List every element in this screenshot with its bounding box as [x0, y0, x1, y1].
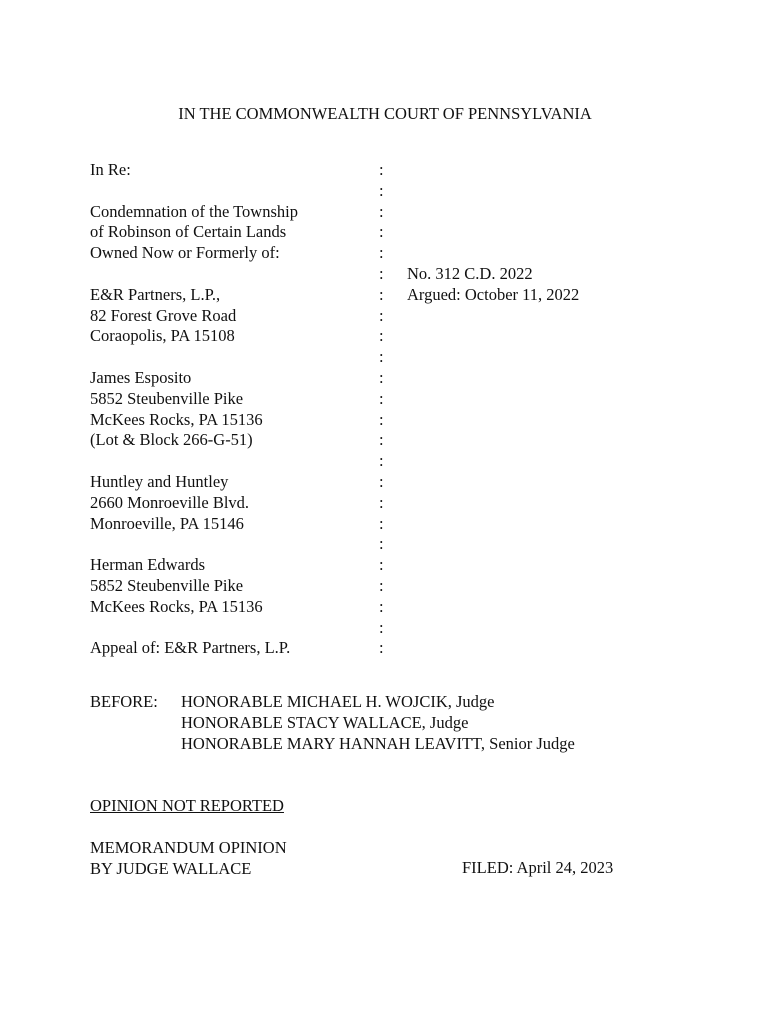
caption-line: Coraopolis, PA 15108 — [90, 326, 235, 346]
colon-mark: : — [379, 160, 384, 179]
colon-mark: : — [379, 409, 384, 429]
colon-mark: : — [379, 243, 384, 263]
colon-mark: : — [379, 201, 384, 221]
before-label: BEFORE: — [90, 692, 158, 711]
case-caption-parties — [90, 160, 370, 659]
caption-colon-divider — [379, 160, 391, 659]
caption-line: Appeal of: E&R Partners, L.P. — [90, 638, 291, 658]
caption-line: E&R Partners, L.P., — [90, 284, 221, 304]
colon-mark: : — [379, 513, 384, 533]
colon-mark: : — [379, 492, 384, 512]
caption-line — [90, 618, 370, 639]
court-title: IN THE COMMONWEALTH COURT OF PENNSYLVANIA — [178, 104, 592, 123]
caption-line — [90, 451, 370, 472]
colon-mark: : — [379, 575, 384, 595]
caption-line — [90, 264, 370, 285]
colon-mark: : — [379, 451, 384, 471]
caption-line — [90, 347, 370, 368]
colon-mark: : — [379, 555, 384, 575]
caption-line: McKees Rocks, PA 15136 — [90, 596, 263, 616]
judge-name: HONORABLE STACY WALLACE, Judge — [181, 712, 469, 732]
colon-mark: : — [379, 326, 384, 346]
caption-line: Owned Now or Formerly of: — [90, 243, 280, 263]
colon-mark: : — [379, 388, 384, 408]
colon-mark: : — [379, 180, 384, 200]
judge-panel — [181, 692, 575, 754]
memorandum-title: MEMORANDUM OPINION — [90, 838, 287, 857]
caption-line: In Re: — [90, 160, 131, 179]
colon-mark: : — [379, 471, 384, 491]
docket-number: No. 312 C.D. 2022 — [407, 264, 533, 283]
caption-line — [90, 534, 370, 555]
caption-line: James Esposito — [90, 367, 192, 387]
caption-line: McKees Rocks, PA 15136 — [90, 409, 263, 429]
caption-line: of Robinson of Certain Lands — [90, 222, 287, 242]
argued-date: Argued: October 11, 2022 — [407, 284, 580, 304]
colon-mark: : — [379, 347, 384, 367]
caption-line — [90, 181, 370, 202]
colon-mark: : — [379, 617, 384, 637]
caption-line: Herman Edwards — [90, 555, 206, 575]
caption-line: Condemnation of the Township — [90, 201, 298, 221]
colon-mark: : — [379, 222, 384, 242]
colon-mark: : — [379, 638, 384, 658]
colon-mark: : — [379, 305, 384, 325]
caption-line: Monroeville, PA 15146 — [90, 513, 244, 533]
caption-line: 82 Forest Grove Road — [90, 305, 237, 325]
judge-name: HONORABLE MARY HANNAH LEAVITT, Senior Judge — [181, 733, 575, 753]
memorandum-heading — [90, 838, 287, 880]
colon-mark: : — [379, 367, 384, 387]
colon-mark: : — [379, 596, 384, 616]
filed-date: FILED: April 24, 2023 — [462, 858, 614, 877]
caption-line: 2660 Monroeville Blvd. — [90, 492, 250, 512]
caption-line: (Lot & Block 266-G-51) — [90, 430, 253, 450]
colon-mark: : — [379, 430, 384, 450]
memorandum-author: BY JUDGE WALLACE — [90, 858, 252, 878]
caption-line: Huntley and Huntley — [90, 471, 229, 491]
colon-mark: : — [379, 263, 384, 283]
opinion-status: OPINION NOT REPORTED — [90, 796, 284, 815]
colon-mark: : — [379, 534, 384, 554]
judge-name: HONORABLE MICHAEL H. WOJCIK, Judge — [181, 692, 495, 711]
caption-line: 5852 Steubenville Pike — [90, 575, 244, 595]
caption-line: 5852 Steubenville Pike — [90, 388, 244, 408]
colon-mark: : — [379, 284, 384, 304]
case-caption-docket — [407, 264, 579, 306]
